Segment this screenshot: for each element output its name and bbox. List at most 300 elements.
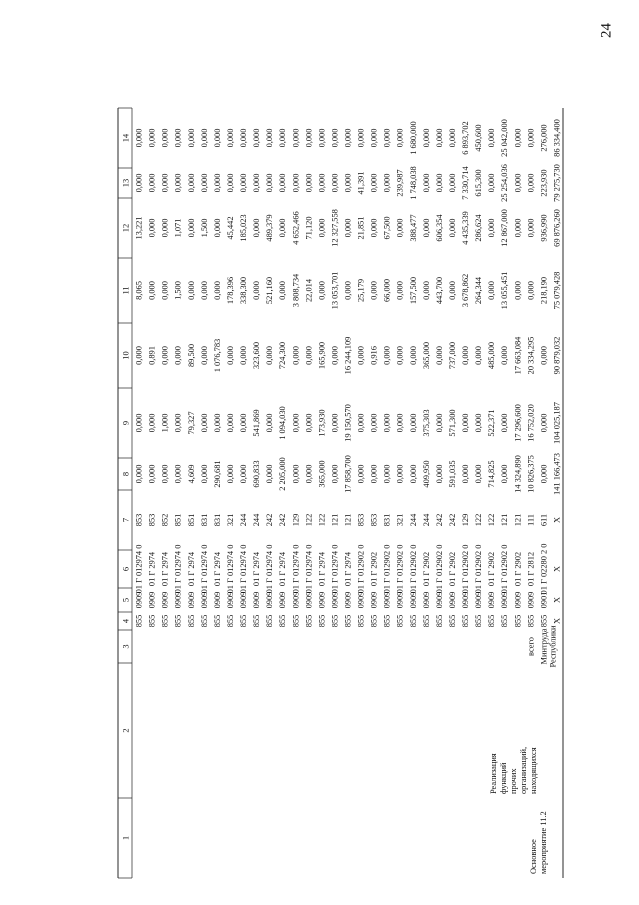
cell-r32-c8: 141 166,473 [552,453,562,495]
cell-r9-c5: 0909 [252,591,262,609]
cell-r20-c7: 321 [395,513,405,527]
cell-r12-c8: 0,000 [291,464,301,484]
cell-r26-c13: 615,300 [474,169,484,197]
cell-r12-c6: 01 Г 012974 0 [291,544,301,594]
cell-r29-c11: 0,000 [513,281,523,300]
cell-r14-c8: 365,000 [317,460,327,488]
cell-r23-c4: 855 [434,614,444,628]
cell-r7-c6: 01 Г 012974 0 [225,544,235,594]
cell-r26-c6: 01 Г 012902 0 [474,544,484,594]
cell-r19-c4: 855 [382,614,392,628]
cell-r16-c13: 0,000 [343,173,353,193]
cell-r15-c13: 0,000 [330,173,340,193]
cell-r30-c8: 10 826,375 [526,455,536,493]
cell-r20-c12: 0,000 [395,218,405,238]
cell-r4-c14: 0,000 [186,128,196,148]
cell-r13-c11: 22,014 [304,278,314,303]
cell-r18-c11: 0,000 [369,281,379,300]
cell-r28-c10: 0,000 [500,346,510,365]
cell-r14-c4: 855 [317,614,327,628]
cell-r11-c7: 242 [278,513,288,527]
cell-r15-c10: 0,000 [330,346,340,365]
cell-r20-c14: 0,000 [395,128,405,148]
cell-r12-c5: 0909 [291,591,301,609]
cell-r9-c11: 0,000 [252,281,262,300]
cell-r13-c13: 0,000 [304,173,314,193]
cell-r19-c12: 67,500 [382,216,392,240]
cell-r4-c7: 851 [186,513,196,527]
cell-r5-c6: 01 Г 012974 0 [199,544,209,594]
cell-r8-c4: 855 [239,614,249,628]
cell-r28-c5: 0909 [500,591,510,609]
cell-r23-c7: 242 [434,513,444,527]
cell-r8-c6: 01 Г 012974 0 [239,544,249,594]
cell-r7-c13: 0,000 [225,173,235,193]
cell-r0-c14: 0,000 [134,128,144,148]
cell-r5-c13: 0,000 [199,173,209,193]
cell-r13-c4: 855 [304,614,314,628]
cell-r28-c6: 01 Г 012902 0 [500,544,510,594]
cell-r12-c11: 3 808,734 [291,273,301,308]
cell-r18-c10: 0,916 [369,346,379,365]
cell-r11-c4: 855 [278,614,288,628]
cell-r3-c12: 1,071 [173,218,183,238]
cell-r9-c12: 0,000 [252,218,262,238]
cell-r16-c8: 17 858,700 [343,455,353,493]
cell-r29-c4: 855 [513,614,523,628]
cell-r32-c4: X [552,617,562,625]
cell-r26-c12: 286,624 [474,214,484,242]
cell-r26-c10: 0,000 [474,346,484,365]
cell-r3-c14: 0,000 [173,128,183,148]
cell-r31-c11: 218,190 [539,276,549,305]
cell-r24-c12: 0,000 [447,218,457,238]
cell-r5-c5: 0909 [199,591,209,609]
cell-r3-c4: 855 [173,614,183,628]
cell-r14-c7: 122 [317,513,327,527]
cell-r21-c12: 388,477 [408,214,418,242]
cell-r31-c8: 0,000 [539,464,549,484]
cell-r8-c12: 185,023 [239,214,249,242]
cell-r24-c14: 0,000 [447,128,457,148]
cell-r15-c5: 0909 [330,591,340,609]
cell-r11-c6: 01 Г 2974 [278,551,288,587]
cell-r9-c9: 541,869 [252,409,262,437]
cell-r2-c11: 0,000 [160,281,170,300]
cell-r16-c9: 19 150,570 [343,404,353,442]
cell-r29-c12: 0,000 [513,218,523,238]
cell-r17-c11: 25,179 [356,278,366,303]
label-implementation-0: Реализация [488,753,498,794]
cell-r4-c5: 0909 [186,591,196,609]
cell-r11-c8: 2 205,000 [278,457,288,491]
cell-r31-c5: 0901 [539,591,549,609]
cell-r21-c4: 855 [408,614,418,628]
cell-r6-c12: 0,000 [212,218,222,238]
cell-r23-c8: 0,000 [434,464,444,484]
cell-r9-c14: 0,000 [252,128,262,148]
column-number-7: 7 [121,517,131,523]
cell-r24-c9: 571,300 [447,409,457,437]
cell-r23-c14: 0,000 [434,128,444,148]
cell-r25-c5: 0909 [461,591,471,609]
label-implementation-3: организаций, [518,746,528,794]
cell-r4-c9: 79,327 [186,411,196,435]
cell-r10-c14: 0,000 [265,128,275,148]
cell-r20-c10: 0,000 [395,346,405,365]
cell-r16-c14: 0,000 [343,128,353,148]
cell-r9-c13: 0,000 [252,173,262,193]
cell-r21-c11: 157,500 [408,276,418,305]
cell-r2-c14: 0,000 [160,128,170,148]
cell-r6-c4: 855 [212,614,222,628]
cell-r26-c11: 264,344 [474,276,484,305]
cell-r1-c6: 01 Г 2974 [147,551,157,587]
cell-r5-c12: 1,500 [199,218,209,238]
cell-r29-c10: 17 663,084 [513,336,523,375]
cell-r15-c6: 01 Г 012974 0 [330,544,340,594]
cell-r31-c9: 0,000 [539,413,549,433]
cell-r26-c4: 855 [474,614,484,628]
column-number-1: 1 [121,835,131,841]
cell-r31-c10: 0,000 [539,346,549,365]
cell-r30-c9: 16 752,020 [526,404,536,442]
cell-r32-c9: 104 025,187 [552,402,562,444]
cell-r30-c10: 20 334,295 [526,336,536,375]
cell-r24-c7: 242 [447,513,457,527]
cell-r12-c10: 0,000 [291,346,301,365]
cell-r4-c10: 89,500 [186,343,196,368]
cell-r32-c13: 79 275,730 [552,164,562,202]
cell-r1-c4: 855 [147,614,157,628]
cell-r19-c8: 0,000 [382,464,392,484]
cell-r2-c13: 0,000 [160,173,170,193]
cell-r24-c5: 0909 [447,591,457,609]
cell-r25-c9: 0,000 [461,413,471,433]
cell-r12-c13: 0,000 [291,173,301,193]
cell-r17-c9: 0,000 [356,413,366,433]
cell-r5-c9: 0,000 [199,413,209,433]
cell-r16-c11: 0,000 [343,281,353,300]
column-number-11: 11 [121,286,131,295]
cell-r15-c8: 0,000 [330,464,340,484]
cell-r32-c5: X [552,596,562,604]
label-implementation-1: функций [498,762,508,794]
cell-r0-c6: 01 Г 012974 0 [134,544,144,594]
label-ministry-1: Республики [548,625,558,668]
cell-r12-c7: 129 [291,513,301,527]
cell-r28-c7: 121 [500,513,510,527]
cell-r25-c12: 4 435,339 [461,211,471,245]
cell-r28-c14: 25 042,000 [500,119,510,157]
cell-r15-c12: 12 327,558 [330,209,340,247]
cell-r8-c9: 0,000 [239,413,249,433]
cell-r24-c13: 0,000 [447,173,457,193]
label-total: всего [526,637,536,656]
cell-r2-c10: 0,000 [160,346,170,365]
cell-r3-c5: 0909 [173,591,183,609]
cell-r30-c12: 0,000 [526,218,536,238]
cell-r2-c12: 0,000 [160,218,170,238]
cell-r8-c11: 338,300 [239,276,249,305]
cell-r0-c9: 0,000 [134,413,144,433]
cell-r9-c6: 01 Г 2974 [252,551,262,587]
cell-r31-c7: 611 [539,513,549,527]
cell-r18-c6: 01 Г 2902 [369,551,379,587]
cell-r14-c5: 0909 [317,591,327,609]
cell-r21-c7: 244 [408,513,418,527]
cell-r13-c8: 0,000 [304,464,314,484]
column-number-10: 10 [121,351,131,360]
cell-r18-c5: 0909 [369,591,379,609]
cell-r27-c10: 485,000 [487,341,497,370]
cell-r18-c7: 853 [369,513,379,527]
cell-r16-c4: 855 [343,614,353,628]
cell-r26-c14: 450,600 [474,124,484,152]
cell-r17-c14: 0,000 [356,128,366,148]
cell-r23-c9: 0,000 [434,413,444,433]
cell-r22-c6: 01 Г 2902 [421,551,431,587]
cell-r22-c7: 244 [421,513,431,527]
cell-r13-c9: 0,000 [304,413,314,433]
cell-r11-c13: 0,000 [278,173,288,193]
cell-r27-c5: 0909 [487,591,497,609]
cell-r30-c11: 0,000 [526,281,536,300]
cell-r8-c7: 244 [239,513,249,527]
cell-r12-c4: 855 [291,614,301,628]
cell-r10-c6: 01 Г 012974 0 [265,544,275,594]
cell-r1-c11: 0,000 [147,281,157,300]
cell-r20-c6: 01 Г 012902 0 [395,544,405,594]
cell-r17-c4: 855 [356,614,366,628]
cell-r9-c4: 855 [252,614,262,628]
cell-r1-c10: 0,891 [147,346,157,365]
cell-r27-c6: 01 Г 2902 [487,551,497,587]
cell-r24-c4: 855 [447,614,457,628]
cell-r27-c8: 714,825 [487,460,497,488]
cell-r21-c5: 0909 [408,591,418,609]
cell-r9-c10: 323,600 [252,341,262,370]
cell-r27-c12: 0,000 [487,218,497,238]
cell-r1-c12: 0,000 [147,218,157,238]
cell-r30-c13: 0,000 [526,173,536,193]
cell-r24-c11: 0,000 [447,281,457,300]
cell-r7-c10: 0,000 [225,346,235,365]
cell-r29-c5: 0909 [513,591,523,609]
cell-r28-c9: 0,000 [500,413,510,433]
cell-r16-c12: 0,000 [343,218,353,238]
cell-r29-c6: 01 Г 2902 [513,551,523,587]
cell-r22-c14: 0,000 [421,128,431,148]
cell-r15-c7: 121 [330,513,340,527]
cell-r12-c12: 4 652,466 [291,211,301,245]
cell-r13-c6: 01 Г 012974 0 [304,544,314,594]
cell-r25-c8: 0,000 [461,464,471,484]
cell-r28-c8: 0,000 [500,464,510,484]
column-number-3: 3 [121,644,131,649]
column-number-14: 14 [121,133,131,143]
cell-r2-c7: 852 [160,513,170,527]
cell-r19-c14: 0,000 [382,128,392,148]
cell-r2-c4: 855 [160,614,170,628]
cell-r28-c4: 855 [500,614,510,628]
cell-r5-c10: 0,000 [199,346,209,365]
column-number-12: 12 [121,223,131,233]
cell-r15-c9: 0,000 [330,413,340,433]
cell-r29-c8: 14 324,890 [513,455,523,493]
cell-r4-c8: 4,609 [186,464,196,484]
cell-r8-c8: 0,000 [239,464,249,484]
cell-r21-c10: 0,000 [408,346,418,365]
cell-r17-c7: 853 [356,513,366,527]
cell-r21-c14: 1 680,000 [408,121,418,155]
column-number-2: 2 [121,728,131,733]
cell-r2-c9: 1,000 [160,413,170,433]
cell-r32-c10: 90 879,032 [552,336,562,375]
cell-r18-c9: 0,000 [369,413,379,433]
cell-r22-c10: 365,000 [421,341,431,370]
cell-r14-c13: 0,000 [317,173,327,193]
cell-r20-c8: 0,000 [395,464,405,484]
cell-r20-c5: 0909 [395,591,405,609]
cell-r20-c4: 855 [395,614,405,628]
cell-r3-c11: 1,500 [173,281,183,300]
cell-r14-c12: 0,000 [317,218,327,238]
cell-r3-c6: 01 Г 012974 0 [173,544,183,594]
cell-r14-c14: 0,000 [317,128,327,148]
column-number-9: 9 [121,420,131,426]
cell-r9-c8: 690,833 [252,460,262,488]
cell-r15-c14: 0,000 [330,128,340,148]
cell-r10-c5: 0909 [265,591,275,609]
cell-r19-c6: 01 Г 012902 0 [382,544,392,594]
cell-r26-c8: 0,000 [474,464,484,484]
cell-r10-c8: 0,000 [265,464,275,484]
cell-r24-c10: 737,000 [447,341,457,370]
cell-r32-c12: 69 876,260 [552,209,562,247]
cell-r30-c6: 01 Г 2812 [526,551,536,587]
cell-r29-c9: 17 296,600 [513,404,523,442]
cell-r22-c5: 0909 [421,591,431,609]
cell-r31-c6: 01 Г 02280 2 0 [539,543,549,595]
cell-r3-c10: 0,000 [173,346,183,365]
cell-r6-c5: 0909 [212,591,222,609]
cell-r12-c14: 0,000 [291,128,301,148]
cell-r30-c4: 855 [526,614,536,628]
label-main-event-0: Основное [528,839,538,874]
cell-r4-c13: 0,000 [186,173,196,193]
cell-r19-c7: 831 [382,513,392,527]
label-main-event-1: мероприятие 11.2 [538,811,548,874]
cell-r23-c13: 0,000 [434,173,444,193]
cell-r29-c7: 121 [513,513,523,527]
cell-r15-c11: 13 053,701 [330,271,340,310]
cell-r3-c7: 851 [173,513,183,527]
cell-r27-c7: 122 [487,513,497,527]
cell-r32-c14: 86 334,400 [552,119,562,157]
cell-r10-c13: 0,000 [265,173,275,193]
cell-r14-c9: 173,930 [317,409,327,437]
cell-r1-c7: 853 [147,513,157,527]
cell-r1-c13: 0,000 [147,173,157,193]
column-number-8: 8 [121,471,131,477]
cell-r31-c13: 223,930 [539,169,549,197]
cell-r16-c5: 0909 [343,591,353,609]
cell-r4-c4: 855 [186,614,196,628]
cell-r20-c13: 239,987 [395,169,405,197]
cell-r23-c6: 01 Г 012902 0 [434,544,444,594]
cell-r11-c10: 724,300 [278,341,288,370]
cell-r2-c8: 0,000 [160,464,170,484]
cell-r17-c5: 0909 [356,591,366,609]
cell-r31-c4: 855 [539,614,549,628]
cell-r25-c14: 6 893,702 [461,121,471,155]
cell-r24-c6: 01 Г 2902 [447,551,457,587]
cell-r11-c14: 0,000 [278,128,288,148]
cell-r21-c13: 1 748,038 [408,166,418,200]
cell-r5-c7: 831 [199,513,209,527]
cell-r7-c7: 321 [225,513,235,527]
cell-r28-c12: 12 867,000 [500,209,510,247]
cell-r0-c11: 8,065 [134,281,144,300]
cell-r23-c10: 0,000 [434,346,444,365]
cell-r8-c14: 0,000 [239,128,249,148]
cell-r22-c13: 0,000 [421,173,431,193]
cell-r1-c9: 0,000 [147,413,157,433]
cell-r28-c13: 25 254,036 [500,164,510,202]
cell-r15-c4: 855 [330,614,340,628]
cell-r29-c14: 0,000 [513,128,523,148]
cell-r13-c10: 0,000 [304,346,314,365]
cell-r31-c14: 276,000 [539,124,549,152]
cell-r17-c8: 0,000 [356,464,366,484]
cell-r22-c4: 855 [421,614,431,628]
cell-r10-c10: 0,000 [265,346,275,365]
cell-r20-c9: 0,000 [395,413,405,433]
cell-r3-c13: 0,000 [173,173,183,193]
column-number-5: 5 [121,597,131,603]
cell-r27-c9: 522,371 [487,409,497,437]
page-number: 24 [598,23,615,38]
label-implementation-4: находящихся [528,747,538,794]
cell-r19-c10: 0,000 [382,346,392,365]
cell-r10-c4: 855 [265,614,275,628]
cell-r13-c7: 122 [304,513,314,527]
cell-r2-c6: 01 Г 2974 [160,551,170,587]
cell-r18-c13: 0,000 [369,173,379,193]
cell-r12-c9: 0,000 [291,413,301,433]
cell-r19-c5: 0909 [382,591,392,609]
cell-r14-c11: 0,000 [317,281,327,300]
cell-r10-c11: 521,160 [265,276,275,305]
cell-r5-c14: 0,000 [199,128,209,148]
column-number-13: 13 [121,178,131,188]
cell-r19-c9: 0,000 [382,413,392,433]
cell-r17-c13: 41,391 [356,171,366,195]
cell-r25-c13: 7 330,714 [461,166,471,200]
cell-r25-c11: 3 678,862 [461,273,471,308]
cell-r27-c11: 0,000 [487,281,497,300]
cell-r10-c9: 0,000 [265,413,275,433]
label-implementation-2: прочих [508,768,518,794]
column-number-6: 6 [121,566,131,572]
cell-r32-c7: X [552,516,562,524]
cell-r4-c11: 0,000 [186,281,196,300]
cell-r25-c6: 01 Г 012902 0 [461,544,471,594]
cell-r1-c8: 0,000 [147,464,157,484]
cell-r17-c10: 0,000 [356,346,366,365]
cell-r11-c5: 0909 [278,591,288,609]
